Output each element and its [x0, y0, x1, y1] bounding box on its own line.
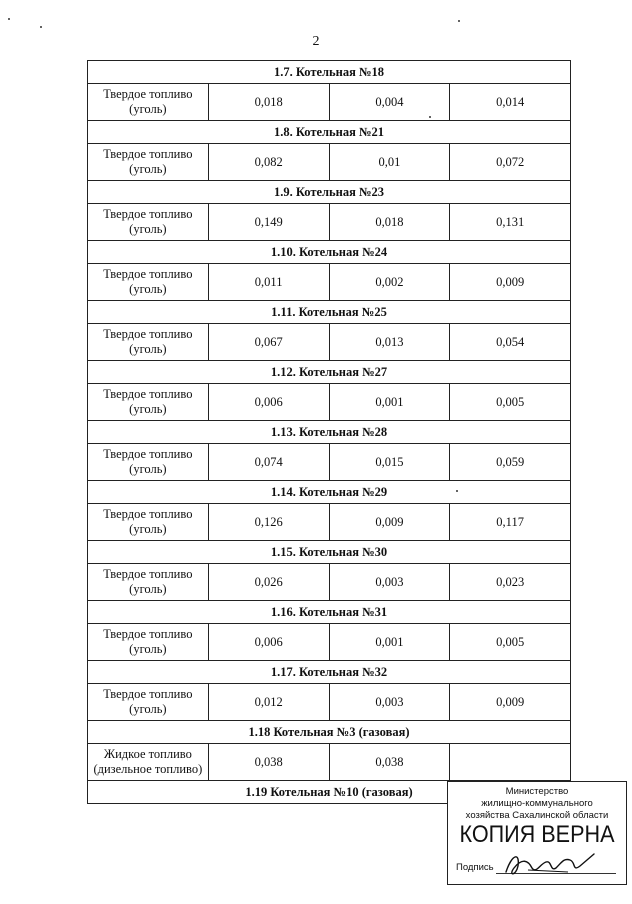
fuel-type-cell — [88, 144, 209, 181]
table-row — [88, 684, 571, 721]
fuel-type-line-2: (уголь) — [129, 282, 167, 296]
section-title: 1.13. Котельная №28 — [88, 421, 571, 444]
section-title: 1.12. Котельная №27 — [88, 361, 571, 384]
value-cell-1: 0,006 — [208, 384, 329, 421]
fuel-type-line-1: Твердое топливо — [103, 687, 193, 701]
section-header-row — [88, 721, 571, 744]
section-title: 1.10. Котельная №24 — [88, 241, 571, 264]
fuel-type-line-2: (уголь) — [129, 642, 167, 656]
scan-speck — [456, 490, 458, 492]
section-title: 1.11. Котельная №25 — [88, 301, 571, 324]
scan-speck — [429, 116, 431, 118]
fuel-type-line-2: (уголь) — [129, 522, 167, 536]
value-cell-3 — [450, 744, 571, 781]
section-header-row — [88, 601, 571, 624]
value-cell-2: 0,002 — [329, 264, 450, 301]
value-cell-3: 0,009 — [450, 684, 571, 721]
fuel-type-line-2: (дизельное топливо) — [93, 762, 203, 776]
section-header-row — [88, 541, 571, 564]
fuel-type-line-1: Твердое топливо — [103, 387, 193, 401]
value-cell-1: 0,149 — [208, 204, 329, 241]
table-row — [88, 624, 571, 661]
value-cell-2: 0,001 — [329, 384, 450, 421]
value-cell-3: 0,072 — [450, 144, 571, 181]
fuel-type-line-1: Твердое топливо — [103, 447, 193, 461]
value-cell-1: 0,038 — [208, 744, 329, 781]
fuel-type-line-2: (уголь) — [129, 582, 167, 596]
table-row — [88, 84, 571, 121]
value-cell-1: 0,026 — [208, 564, 329, 601]
fuel-type-cell — [88, 324, 209, 361]
fuel-type-cell — [88, 744, 209, 781]
fuel-type-line-1: Твердое топливо — [103, 567, 193, 581]
section-title: 1.17. Котельная №32 — [88, 661, 571, 684]
fuel-type-line-2: (уголь) — [129, 222, 167, 236]
section-header-row — [88, 481, 571, 504]
section-header-row — [88, 661, 571, 684]
fuel-type-line-1: Жидкое топливо — [103, 747, 192, 761]
value-cell-1: 0,067 — [208, 324, 329, 361]
table-row — [88, 744, 571, 781]
section-title: 1.8. Котельная №21 — [88, 121, 571, 144]
value-cell-3: 0,023 — [450, 564, 571, 601]
section-header-row — [88, 361, 571, 384]
section-header-row — [88, 181, 571, 204]
fuel-type-cell — [88, 504, 209, 541]
value-cell-3: 0,054 — [450, 324, 571, 361]
fuel-type-line-1: Твердое топливо — [103, 87, 193, 101]
value-cell-3: 0,014 — [450, 84, 571, 121]
value-cell-3: 0,131 — [450, 204, 571, 241]
fuel-type-cell — [88, 564, 209, 601]
fuel-type-line-2: (уголь) — [129, 462, 167, 476]
section-header-row — [88, 61, 571, 84]
fuel-type-cell — [88, 444, 209, 481]
value-cell-2: 0,001 — [329, 624, 450, 661]
table-row — [88, 144, 571, 181]
fuel-type-cell — [88, 624, 209, 661]
section-header-row — [88, 121, 571, 144]
fuel-type-line-1: Твердое топливо — [103, 507, 193, 521]
fuel-type-line-2: (уголь) — [129, 102, 167, 116]
value-cell-2: 0,01 — [329, 144, 450, 181]
section-title: 1.7. Котельная №18 — [88, 61, 571, 84]
fuel-type-cell — [88, 384, 209, 421]
value-cell-1: 0,011 — [208, 264, 329, 301]
value-cell-1: 0,126 — [208, 504, 329, 541]
scan-speck — [458, 20, 460, 22]
section-header-row — [88, 301, 571, 324]
section-title: 1.16. Котельная №31 — [88, 601, 571, 624]
fuel-type-line-2: (уголь) — [129, 342, 167, 356]
table-row — [88, 204, 571, 241]
table-row — [88, 384, 571, 421]
section-title: 1.14. Котельная №29 — [88, 481, 571, 504]
stamp-org-line-1: Министерство — [505, 786, 569, 797]
fuel-type-cell — [88, 684, 209, 721]
table-row — [88, 444, 571, 481]
scan-speck — [8, 18, 10, 20]
section-header-row — [88, 421, 571, 444]
value-cell-1: 0,006 — [208, 624, 329, 661]
table-row — [88, 504, 571, 541]
value-cell-3: 0,009 — [450, 264, 571, 301]
fuel-type-line-1: Твердое топливо — [103, 627, 193, 641]
value-cell-2: 0,004 — [329, 84, 450, 121]
value-cell-2: 0,009 — [329, 504, 450, 541]
fuel-type-cell — [88, 264, 209, 301]
value-cell-1: 0,018 — [208, 84, 329, 121]
stamp-signature-label: Подпись — [456, 862, 494, 873]
fuel-type-line-1: Твердое топливо — [103, 207, 193, 221]
value-cell-2: 0,018 — [329, 204, 450, 241]
table-row — [88, 564, 571, 601]
section-header-row — [88, 241, 571, 264]
stamp-org-line-3: хозяйства Сахалинской области — [465, 810, 609, 821]
value-cell-1: 0,074 — [208, 444, 329, 481]
table-row — [88, 264, 571, 301]
section-title: 1.15. Котельная №30 — [88, 541, 571, 564]
fuel-type-line-2: (уголь) — [129, 402, 167, 416]
fuel-type-cell — [88, 204, 209, 241]
scan-speck — [40, 26, 42, 28]
section-title: 1.19 Котельная №10 (газовая) — [88, 781, 571, 804]
stamp-org-line-2: жилищно-коммунального — [481, 798, 593, 809]
section-title: 1.18 Котельная №3 (газовая) — [88, 721, 571, 744]
stamp-main-text: КОПИЯ ВЕРНА — [459, 821, 615, 848]
handwritten-signature — [498, 848, 608, 880]
fuel-type-line-2: (уголь) — [129, 702, 167, 716]
section-title: 1.9. Котельная №23 — [88, 181, 571, 204]
value-cell-2: 0,038 — [329, 744, 450, 781]
value-cell-3: 0,059 — [450, 444, 571, 481]
fuel-type-line-1: Твердое топливо — [103, 327, 193, 341]
value-cell-1: 0,082 — [208, 144, 329, 181]
page-number: 2 — [312, 34, 320, 49]
value-cell-2: 0,015 — [329, 444, 450, 481]
value-cell-2: 0,003 — [329, 564, 450, 601]
fuel-type-line-2: (уголь) — [129, 162, 167, 176]
table-row — [88, 324, 571, 361]
certified-copy-stamp — [447, 781, 627, 885]
fuel-type-line-1: Твердое топливо — [103, 147, 193, 161]
value-cell-2: 0,013 — [329, 324, 450, 361]
value-cell-3: 0,005 — [450, 384, 571, 421]
fuel-consumption-table — [87, 60, 571, 804]
value-cell-2: 0,003 — [329, 684, 450, 721]
value-cell-3: 0,005 — [450, 624, 571, 661]
fuel-type-cell — [88, 84, 209, 121]
value-cell-1: 0,012 — [208, 684, 329, 721]
fuel-type-line-1: Твердое топливо — [103, 267, 193, 281]
value-cell-3: 0,117 — [450, 504, 571, 541]
